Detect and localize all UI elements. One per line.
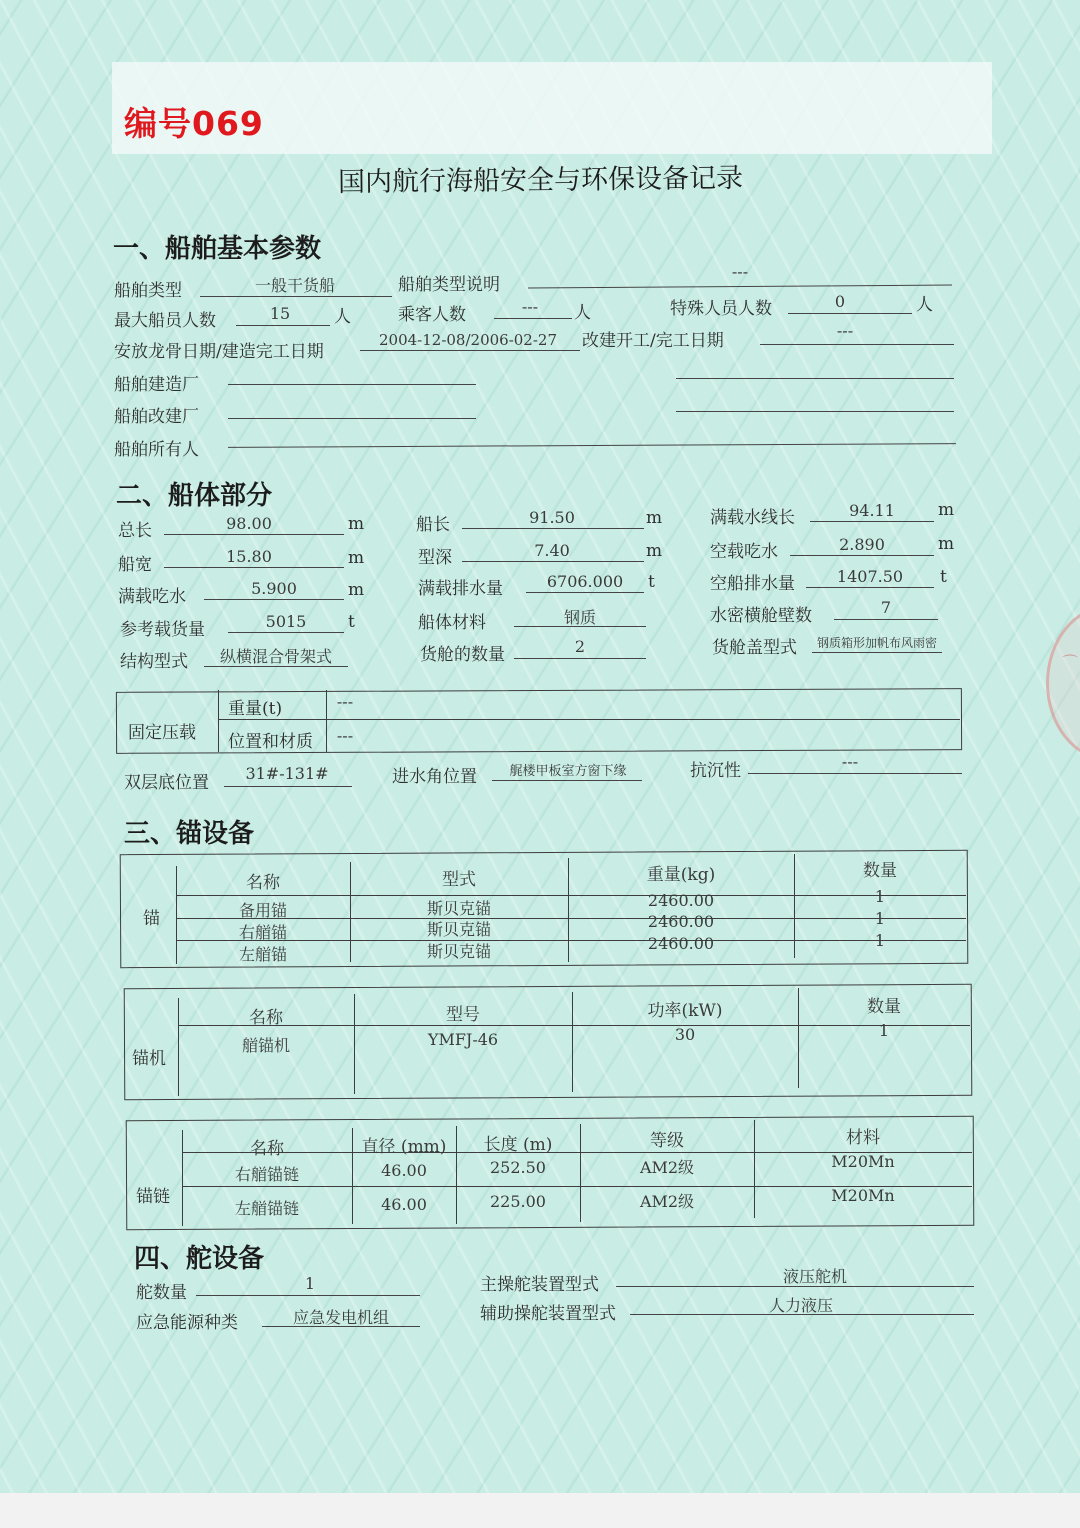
table-divider [352, 1128, 353, 1224]
lwl-value: 94.11 [849, 501, 895, 520]
ship-type-desc-value: --- [731, 262, 749, 281]
rudder-count-value: 1 [304, 1274, 316, 1293]
table-cell: 左艏锚链 [234, 1199, 299, 1218]
aux-steering-value: 人力液压 [768, 1296, 833, 1315]
light-disp-value: 1407.50 [836, 567, 904, 586]
unit-person: 人 [574, 303, 591, 323]
bulkheads-label: 水密横舱壁数 [710, 606, 812, 626]
breadth-value: 15.80 [226, 547, 272, 566]
table-divider [176, 866, 177, 964]
light-draft-label: 空载吃水 [710, 542, 778, 562]
underline [360, 350, 580, 351]
seal-mark: ⌒ [1062, 653, 1079, 672]
underline [812, 652, 942, 653]
emergency-power-value: 应急发电机组 [292, 1308, 389, 1327]
unit-t: t [348, 612, 355, 632]
underline [810, 521, 934, 522]
table-cell: 2460.00 [647, 912, 715, 931]
unit-person: 人 [916, 295, 933, 315]
conversion-date-value: --- [836, 321, 854, 340]
underline [224, 786, 352, 787]
document-number: 编号069 [124, 104, 264, 143]
loa-value: 98.00 [226, 514, 272, 533]
unit-m: m [646, 541, 663, 561]
ref-dwt-value: 5015 [265, 612, 307, 631]
ship-type-label: 船舶类型 [114, 281, 182, 301]
unit-m: m [348, 548, 365, 568]
unit-person: 人 [334, 307, 351, 327]
table-divider [182, 1130, 183, 1226]
table-divider [572, 992, 573, 1092]
hatch-label: 货舱盖型式 [712, 638, 797, 658]
main-steering-label: 主操舵装置型式 [480, 1275, 599, 1295]
document-title: 国内航行海船安全与环保设备记录 [337, 162, 744, 199]
holds-label: 货舱的数量 [420, 645, 505, 665]
table-cell: 1 [874, 931, 886, 950]
keel-date-value: 2004-12-08/2006-02-27 [378, 331, 558, 349]
unit-m: m [348, 580, 365, 600]
underline [806, 587, 934, 588]
table-cell: 右艏锚 [238, 923, 287, 942]
table-cell: 1 [878, 1021, 890, 1040]
max-crew-label: 最大船员人数 [114, 311, 216, 331]
underline [462, 528, 644, 529]
table-divider [456, 1126, 457, 1224]
table-cell: M20Mn [831, 1152, 895, 1171]
anti-sinking-label: 抗沉性 [690, 761, 741, 781]
unit-t: t [648, 572, 655, 592]
underline [790, 555, 934, 556]
underline [760, 344, 954, 345]
table-divider [350, 862, 351, 962]
table-cell: AM2级 [639, 1158, 695, 1177]
section-hull: 二、船体部分 [116, 481, 273, 511]
chain-row-label: 锚链 [136, 1187, 170, 1207]
ship-type-value: 一般干货船 [254, 276, 335, 295]
col-header: 型式 [442, 870, 476, 890]
emergency-power-label: 应急能源种类 [136, 1313, 238, 1333]
flood-angle-label: 进水角位置 [392, 767, 477, 787]
col-header: 重量(kg) [646, 865, 716, 885]
material-value: 钢质 [563, 608, 596, 627]
table-cell: 252.50 [490, 1158, 546, 1177]
underline [834, 619, 938, 620]
unit-m: m [348, 514, 365, 534]
underline [228, 418, 476, 419]
table-divider [794, 854, 795, 958]
table-cell: 2460.00 [647, 934, 715, 953]
passengers-label: 乘客人数 [398, 305, 466, 325]
structure-value: 纵横混合骨架式 [219, 647, 332, 666]
flood-angle-value: 艉楼甲板室方窗下缘 [509, 764, 627, 779]
bulkheads-value: 7 [880, 598, 892, 617]
lwl-label: 满载水线长 [710, 508, 795, 528]
underline [200, 296, 392, 297]
conversion-date-label: 改建开工/完工日期 [582, 331, 724, 351]
table-divider [218, 690, 219, 752]
table-divider [754, 1120, 755, 1218]
holds-value: 2 [574, 637, 586, 656]
ballast-weight-label: 重量(t) [228, 699, 283, 719]
underline [196, 1295, 420, 1296]
table-cell: 备用锚 [238, 901, 287, 920]
double-bottom-label: 双层底位置 [124, 773, 209, 793]
anchor-row-label: 锚 [143, 909, 160, 929]
table-divider [580, 1124, 581, 1222]
ballast-position-value: --- [336, 726, 354, 745]
underline [788, 313, 912, 314]
loa-label: 总长 [118, 521, 152, 541]
col-header: 等级 [650, 1131, 684, 1151]
light-draft-value: 2.890 [839, 535, 885, 554]
ballast-weight-value: --- [336, 692, 354, 711]
table-divider [178, 998, 179, 1096]
table-cell: 2460.00 [647, 891, 715, 910]
table-cell: 左艏锚 [238, 945, 287, 964]
unit-m: m [938, 500, 955, 520]
table-cell: 225.00 [490, 1192, 546, 1211]
anti-sinking-value: --- [841, 752, 859, 771]
ship-type-desc-label: 船舶类型说明 [398, 275, 500, 295]
col-header: 名称 [250, 1139, 284, 1159]
lbp-label: 船长 [416, 515, 450, 535]
table-cell: 艏锚机 [241, 1036, 290, 1055]
table-cell: 1 [874, 909, 886, 928]
col-header: 直径 (mm) [361, 1137, 447, 1157]
col-header: 数量 [867, 997, 901, 1017]
table-cell: 斯贝克锚 [426, 942, 491, 961]
underline [164, 534, 344, 535]
lbp-value: 91.50 [529, 508, 575, 527]
double-bottom-value: 31#-131# [245, 764, 329, 783]
max-crew-value: 15 [269, 304, 291, 323]
col-header: 名称 [249, 1008, 283, 1028]
table-cell: AM2级 [639, 1192, 695, 1211]
full-disp-value: 6706.000 [546, 572, 624, 591]
col-header: 长度 (m) [483, 1135, 553, 1155]
structure-label: 结构型式 [120, 652, 188, 672]
aux-steering-label: 辅助操舵装置型式 [480, 1304, 616, 1324]
table-cell: 46.00 [381, 1195, 427, 1214]
unit-t: t [940, 567, 947, 587]
table-divider [568, 858, 569, 962]
table-cell: 右艏锚链 [234, 1165, 299, 1184]
table-divider [218, 719, 960, 720]
material-label: 船体材料 [418, 613, 486, 633]
main-steering-value: 液压舵机 [782, 1267, 847, 1286]
col-header: 数量 [863, 861, 897, 881]
passengers-value: --- [521, 297, 539, 316]
table-cell: 46.00 [381, 1161, 427, 1180]
col-header: 名称 [246, 873, 280, 893]
table-cell: 斯贝克锚 [426, 899, 491, 918]
full-draft-label: 满载吃水 [118, 587, 186, 607]
windlass-row-label: 锚机 [132, 1049, 166, 1069]
table-cell: YMFJ-46 [427, 1030, 499, 1049]
full-draft-value: 5.900 [251, 579, 297, 598]
depth-value: 7.40 [534, 541, 570, 560]
underline [514, 658, 646, 659]
builder-label: 船舶建造厂 [114, 375, 199, 395]
col-header: 功率(kW) [647, 1001, 723, 1021]
table-divider [354, 994, 355, 1094]
rebuilder-label: 船舶改建厂 [114, 407, 199, 427]
table-cell: M20Mn [831, 1186, 895, 1205]
rudder-count-label: 舵数量 [136, 1283, 187, 1303]
hatch-value: 钢质箱形加帆布风雨密 [816, 636, 937, 650]
underline [204, 599, 344, 600]
light-disp-label: 空船排水量 [710, 574, 795, 594]
unit-m: m [646, 508, 663, 528]
section-anchor: 三、锚设备 [124, 819, 255, 849]
table-divider [798, 988, 799, 1088]
underline [462, 561, 644, 562]
full-disp-label: 满载排水量 [418, 579, 503, 599]
underline [748, 773, 962, 774]
ballast-label: 固定压载 [128, 723, 196, 743]
underline [236, 325, 330, 326]
underline [492, 780, 642, 781]
depth-label: 型深 [418, 548, 452, 568]
breadth-label: 船宽 [118, 555, 152, 575]
ref-dwt-label: 参考载货量 [120, 620, 205, 640]
ballast-position-label: 位置和材质 [228, 732, 313, 752]
underline [164, 567, 344, 568]
underline [526, 592, 644, 593]
section-rudder: 四、舵设备 [134, 1244, 265, 1274]
table-divider [326, 690, 327, 752]
underline [228, 384, 476, 385]
underline [676, 378, 954, 379]
owner-label: 船舶所有人 [114, 440, 199, 460]
scan-margin [0, 1493, 1080, 1528]
section-basic-params: 一、船舶基本参数 [113, 234, 322, 264]
unit-m: m [938, 534, 955, 554]
table-cell: 30 [674, 1025, 696, 1044]
col-header: 材料 [846, 1128, 880, 1148]
table-cell: 斯贝克锚 [426, 920, 491, 939]
underline [494, 318, 572, 319]
col-header: 型号 [446, 1005, 480, 1025]
keel-date-label: 安放龙骨日期/建造完工日期 [114, 342, 324, 362]
underline [228, 632, 344, 633]
table-cell: 1 [874, 887, 886, 906]
special-persons-value: 0 [834, 292, 846, 311]
underline [676, 411, 954, 412]
special-persons-label: 特殊人员人数 [670, 299, 772, 319]
